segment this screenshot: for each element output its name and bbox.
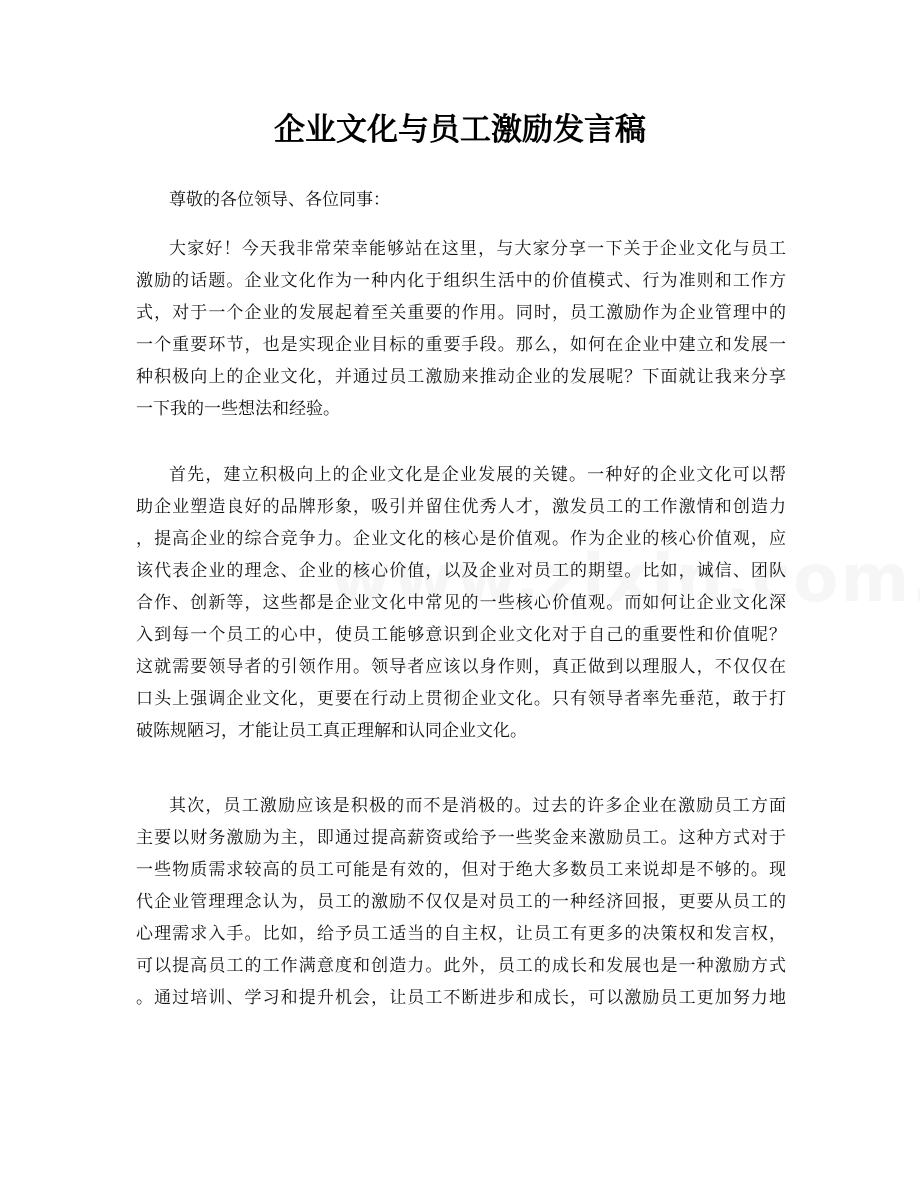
paragraph-2 xyxy=(136,459,786,747)
paragraph-line: ，提高企业的综合竞争力。企业文化的核心是价值观。作为企业的核心价值观，应 xyxy=(136,529,786,549)
paragraph-line: 代企业管理理念认为，员工的激励不仅仅是对员工的一种经济回报，更要从员工的 xyxy=(136,892,786,912)
paragraph-line: 大家好！今天我非常荣幸能够站在这里，与大家分享一下关于企业文化与员工 xyxy=(169,239,786,259)
paragraph-line: 心理需求入手。比如，给予员工适当的自主权，让员工有更多的决策权和发言权， xyxy=(136,924,786,944)
paragraph-line: 激励的话题。企业文化作为一种内化于组织生活中的价值模式、行为准则和工作方 xyxy=(136,271,786,291)
paragraph-line: 破陈规陋习，才能让员工真正理解和认同企业文化。 xyxy=(136,721,527,741)
paragraph-line: 一个重要环节，也是实现企业目标的重要手段。那么，如何在企业中建立和发展一 xyxy=(136,335,786,355)
paragraph-line: 入到每一个员工的心中，使员工能够意识到企业文化对于自己的重要性和价值呢？ xyxy=(136,625,786,645)
paragraph-line: 这就需要领导者的引领作用。领导者应该以身作则，真正做到以理服人，不仅仅在 xyxy=(136,657,786,677)
document-title: 企业文化与员工激励发言稿 xyxy=(274,112,646,148)
paragraph-line: 主要以财务激励为主，即通过提高薪资或给予一些奖金来激励员工。这种方式对于 xyxy=(136,828,786,848)
paragraph-line: 一些物质需求较高的员工可能是有效的，但对于绝大多数员工来说却是不够的。现 xyxy=(136,860,786,880)
paragraph-line: 可以提高员工的工作满意度和创造力。此外，员工的成长和发展也是一种激励方式 xyxy=(136,956,786,976)
paragraph-line: 首先，建立积极向上的企业文化是企业发展的关键。一种好的企业文化可以帮 xyxy=(169,465,786,485)
paragraph-line: 种积极向上的企业文化，并通过员工激励来推动企业的发展呢？下面就让我来分享 xyxy=(136,367,786,387)
paragraph-line: 式，对于一个企业的发展起着至关重要的作用。同时，员工激励作为企业管理中的 xyxy=(136,303,786,323)
paragraph-line: 其次，员工激励应该是积极的而不是消极的。过去的许多企业在激励员工方面 xyxy=(169,796,786,816)
paragraph-line: 助企业塑造良好的品牌形象，吸引并留住优秀人才，激发员工的工作激情和创造力 xyxy=(136,497,786,517)
paragraph-3 xyxy=(136,790,786,1014)
paragraph-1 xyxy=(136,233,786,425)
paragraph-line: 口头上强调企业文化，更要在行动上贯彻企业文化。只有领导者率先垂范，敢于打 xyxy=(136,689,786,709)
paragraph-line: 合作、创新等，这些都是企业文化中常见的一些核心价值观。而如何让企业文化深 xyxy=(136,593,786,613)
paragraph-line: 。通过培训、学习和提升机会，让员工不断进步和成长，可以激励员工更加努力地 xyxy=(136,988,786,1008)
greeting: 尊敬的各位领导、各位同事： xyxy=(169,190,390,210)
paragraph-line: 该代表企业的理念、企业的核心价值，以及企业对员工的期望。比如，诚信、团队 xyxy=(136,561,786,581)
paragraph-line: 一下我的一些想法和经验。 xyxy=(136,399,340,419)
